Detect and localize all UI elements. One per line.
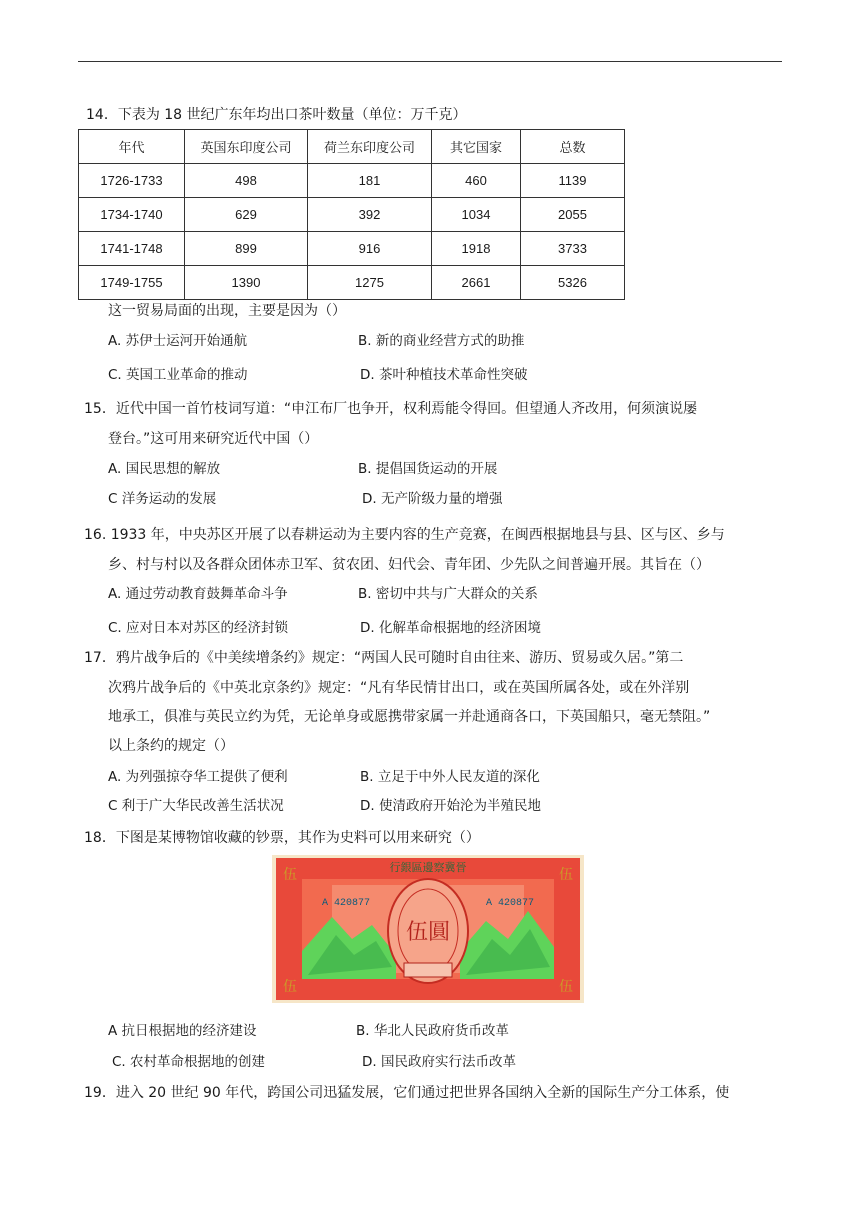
q15-option-d[interactable]: D. 无产阶级力量的增强 [362, 491, 503, 507]
q16-option-d[interactable]: D. 化解革命根据地的经济困境 [360, 620, 541, 636]
q17-stem-line3: 地承工，俱准与英民立约为凭，无论单身或愿携带家属一并赴通商各口，下英国船只，毫无禁阻。” [108, 709, 711, 725]
serial-number-left: A 420877 [321, 898, 371, 909]
q16-option-c[interactable]: C. 应对日本对苏区的经济封锁 [108, 620, 289, 636]
q18-option-a[interactable]: A 抗日根据地的经济建设 [108, 1023, 257, 1039]
banknote-image [272, 855, 584, 1003]
table-header: 荷兰东印度公司 [308, 130, 432, 164]
q17-option-c[interactable]: C 利于广大华民改善生活状况 [108, 798, 284, 814]
q19-stem-line1: 19．进入 20 世纪 90 年代，跨国公司迅猛发展，它们通过把世界各国纳入全新的国际生产分工体系，使 [84, 1085, 730, 1101]
header-rule [78, 61, 782, 62]
table-cell: 1726-1733 [79, 164, 185, 198]
table-cell: 460 [432, 164, 521, 198]
q17-stem-line1: 17．鸦片战争后的《中美续增条约》规定：“两国人民可随时自由往来、游历、贸易或久居。”第二 [84, 650, 684, 666]
table-cell: 2661 [432, 266, 521, 300]
signature-block [404, 963, 452, 977]
table-cell: 1139 [521, 164, 625, 198]
table-cell: 392 [308, 198, 432, 232]
q17-stem-line2: 次鸦片战争后的《中英北京条约》规定：“凡有华民情甘出口，或在英国所属各处，或在外洋别 [108, 680, 690, 696]
table-row [79, 164, 625, 198]
q16-stem-line2: 乡、村与村以及各群众团体赤卫军、贫农团、妇代会、青年团、少先队之间普遍开展。其旨在（） [108, 557, 710, 573]
table-cell: 1034 [432, 198, 521, 232]
table-header: 英国东印度公司 [185, 130, 308, 164]
q14-option-c[interactable]: C. 英国工业革命的推动 [108, 367, 248, 383]
table-header: 其它国家 [432, 130, 521, 164]
table-cell: 916 [308, 232, 432, 266]
corner-numeral-tr: 伍 [559, 867, 573, 883]
q14-option-b[interactable]: B. 新的商业经营方式的助推 [358, 333, 525, 349]
table-cell: 3733 [521, 232, 625, 266]
corner-numeral-br: 伍 [559, 979, 573, 995]
table-cell: 1918 [432, 232, 521, 266]
q14-option-a[interactable]: A. 苏伊士运河开始通航 [108, 333, 248, 349]
table-cell: 1275 [308, 266, 432, 300]
q16-option-a[interactable]: A. 通过劳动教育鼓舞革命斗争 [108, 586, 288, 602]
q15-option-b[interactable]: B. 提倡国货运动的开展 [358, 461, 498, 477]
q17-stem-line4: 以上条约的规定（） [108, 738, 234, 754]
table-cell: 1734-1740 [79, 198, 185, 232]
q16-stem-line1: 16. 1933 年，中央苏区开展了以春耕运动为主要内容的生产竞赛，在闽西根据地县与县、区与区、乡与 [84, 527, 725, 543]
q14-stem: 14．下表为 18 世纪广东年均出口茶叶数量（单位：万千克） [86, 107, 467, 123]
table-cell: 498 [185, 164, 308, 198]
banknote-top-text: 行銀區邊察冀晉 [389, 861, 467, 874]
corner-numeral-bl: 伍 [283, 979, 297, 995]
table-cell: 5326 [521, 266, 625, 300]
q18-option-d[interactable]: D. 国民政府实行法币改革 [362, 1054, 516, 1070]
q15-option-a[interactable]: A. 国民思想的解放 [108, 461, 221, 477]
q18-option-c[interactable]: C. 农村革命根据地的创建 [112, 1054, 266, 1070]
q16-option-b[interactable]: B. 密切中共与广大群众的关系 [358, 586, 538, 602]
table-cell: 1390 [185, 266, 308, 300]
table-cell: 1749-1755 [79, 266, 185, 300]
corner-numeral-tl: 伍 [283, 867, 297, 883]
q18-option-b[interactable]: B. 华北人民政府货币改革 [356, 1023, 509, 1039]
table-header: 总数 [521, 130, 625, 164]
q15-stem-line2: 登台。”这可用来研究近代中国（） [108, 431, 319, 447]
table-cell: 1741-1748 [79, 232, 185, 266]
table-cell: 2055 [521, 198, 625, 232]
table-row [79, 198, 625, 232]
q17-option-a[interactable]: A. 为列强掠夺华工提供了便利 [108, 769, 288, 785]
q15-option-c[interactable]: C 洋务运动的发展 [108, 491, 217, 507]
q14-question: 这一贸易局面的出现，主要是因为（） [108, 303, 346, 319]
table-cell: 629 [185, 198, 308, 232]
q14-option-d[interactable]: D. 茶叶种植技术革命性突破 [360, 367, 528, 383]
table-cell: 899 [185, 232, 308, 266]
table-header: 年代 [79, 130, 185, 164]
tea-export-table [78, 129, 625, 300]
q17-option-d[interactable]: D. 使清政府开始沦为半殖民地 [360, 798, 541, 814]
table-cell: 181 [308, 164, 432, 198]
table-row [79, 266, 625, 300]
q18-stem: 18．下图是某博物馆收藏的钞票，其作为史料可以用来研究（） [84, 830, 480, 846]
serial-number-right: A 420877 [485, 898, 535, 909]
q17-option-b[interactable]: B. 立足于中外人民友道的深化 [360, 769, 540, 785]
q15-stem-line1: 15．近代中国一首竹枝词写道：“申江布厂也争开，权利焉能令得回。但望通人齐改用，何须演说屡 [84, 401, 698, 417]
table-row [79, 232, 625, 266]
denomination-text: 伍圓 [405, 920, 451, 945]
table-header-row [79, 130, 625, 164]
